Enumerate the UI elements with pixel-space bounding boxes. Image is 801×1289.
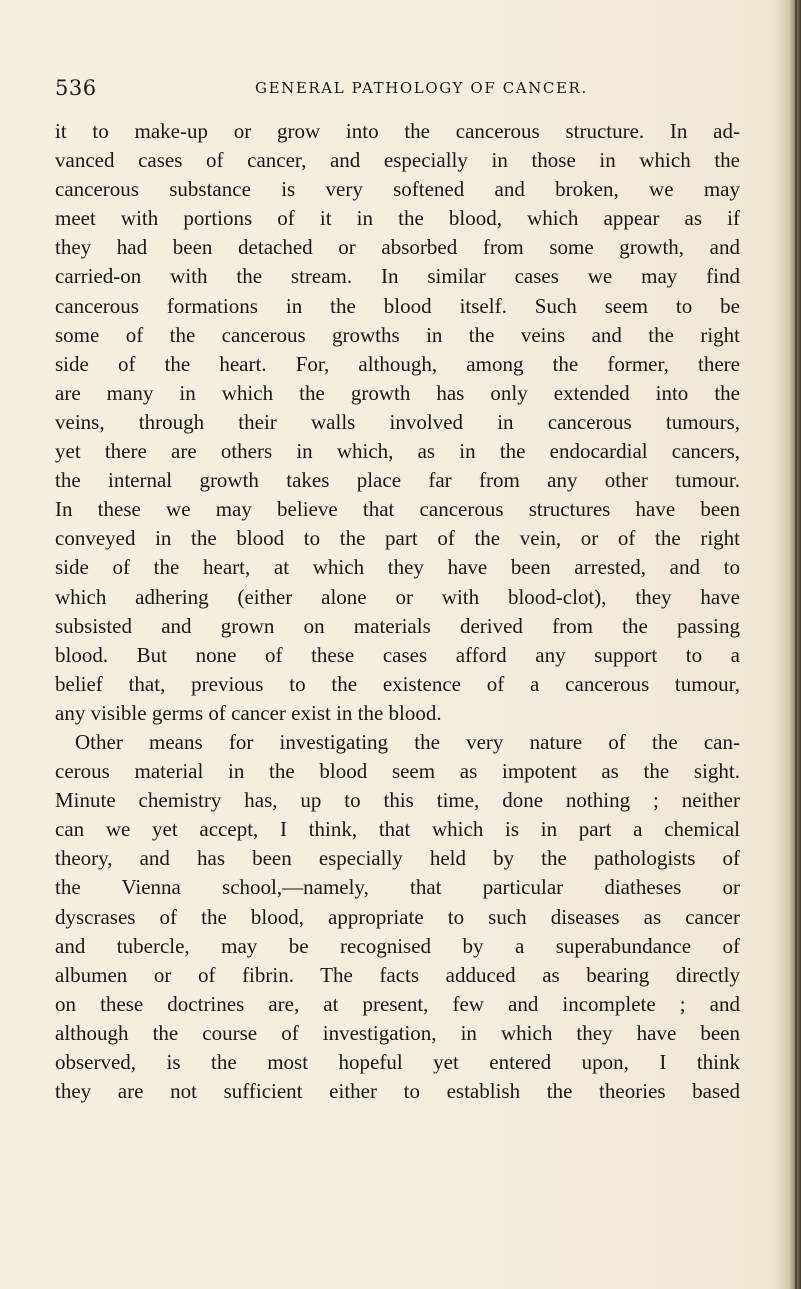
page-number: 536 xyxy=(55,76,97,100)
text-line: they are not sufficient either to establish the theories based xyxy=(55,1079,740,1104)
paragraph-start-line: Other means for investigating the very nature of the can- xyxy=(75,729,740,754)
text-line: cerous material in the blood seem as impotent as the sight. xyxy=(55,759,740,784)
text-line: Minute chemistry has, up to this time, done nothing ; neither xyxy=(55,788,740,813)
text-line: belief that, previous to the existence of a cancerous tumour, xyxy=(55,671,740,696)
text-line: dyscrases of the blood, appropriate to such diseases as cancer xyxy=(55,904,740,929)
running-head xyxy=(55,76,735,104)
text-line: cancerous formations in the blood itself. Such seem to be xyxy=(55,293,740,318)
text-line: observed, is the most hopeful yet entered upon, I think xyxy=(55,1050,740,1074)
text-line: meet with portions of it in the blood, which appear as if xyxy=(55,206,740,231)
text-line: and tubercle, may be recognised by a superabundance of xyxy=(55,933,740,958)
text-line: carried-on with the stream. In similar cases we may find xyxy=(55,264,740,289)
text-line: it to make-up or grow into the cancerous structure. In ad- xyxy=(55,119,740,143)
running-title: GENERAL PATHOLOGY OF CANCER. xyxy=(255,79,588,97)
text-line: blood. But none of these cases afford any support to a xyxy=(55,642,740,667)
text-line: vanced cases of cancer, and especially in those in which the xyxy=(55,148,740,173)
page-edge-shadow xyxy=(775,0,801,1289)
text-line: theory, and has been especially held by the pathologists of xyxy=(55,846,740,871)
text-line: conveyed in the blood to the part of the vein, or of the right xyxy=(55,526,740,551)
text-line: the Vienna school,—namely, that particular diatheses or xyxy=(55,875,740,900)
text-line: subsisted and grown on materials derived from the passing xyxy=(55,613,740,638)
text-line: albumen or of fibrin. The facts adduced as bearing directly xyxy=(55,962,740,987)
text-line: some of the cancerous growths in the veins and the right xyxy=(55,322,740,347)
text-line: In these we may believe that cancerous structures have been xyxy=(55,497,740,522)
text-line: side of the heart, at which they have been arrested, and to xyxy=(55,555,740,580)
text-line: side of the heart. For, although, among the former, there xyxy=(55,351,740,376)
text-line: on these doctrines are, at present, few and incomplete ; and xyxy=(55,991,740,1016)
text-line: which adhering (either alone or with blood-clot), they have xyxy=(55,584,740,609)
text-line: any visible germs of cancer exist in the blood. xyxy=(55,700,442,725)
text-line: veins, through their walls involved in cancerous tumours, xyxy=(55,409,740,434)
page-edge-line xyxy=(795,0,797,1289)
body-text xyxy=(55,117,740,1106)
text-line: can we yet accept, I think, that which is in part a chemical xyxy=(55,817,740,842)
text-line: although the course of investigation, in which they have been xyxy=(55,1020,740,1045)
text-line: are many in which the growth has only extended into the xyxy=(55,380,740,405)
text-line: yet there are others in which, as in the endocardial cancers, xyxy=(55,439,740,464)
text-line: cancerous substance is very softened and broken, we may xyxy=(55,177,740,202)
text-line: they had been detached or absorbed from some growth, and xyxy=(55,235,740,260)
text-line: the internal growth takes place far from any other tumour. xyxy=(55,468,740,493)
